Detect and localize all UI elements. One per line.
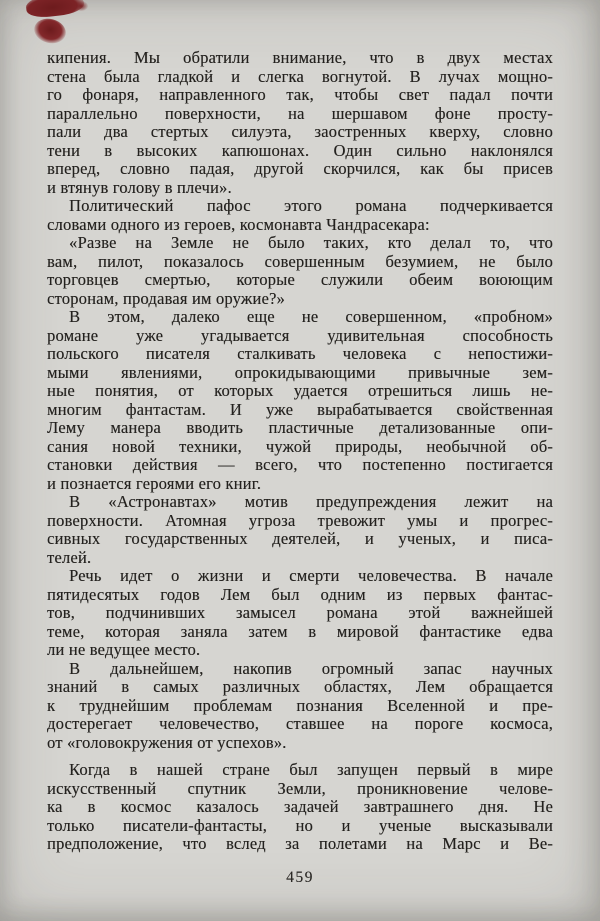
- text-line: В «Астронавтах» мотив предупреждения лежит на: [69, 492, 553, 511]
- text-line: Политический пафос этого романа подчеркивается: [69, 196, 553, 215]
- text-line: искусственный спутник Земли, проникновение челове-: [47, 778, 553, 798]
- text-line: стена была гладкой и слегка вогнутой. В лучах мощно-: [47, 66, 553, 86]
- text-line: вперед, словно падая, другой скорчился, как бы присев: [47, 159, 553, 178]
- text-line: только писатели-фантасты, но и ученые высказывали: [47, 815, 553, 835]
- text-line: ли не ведущее место.: [47, 640, 201, 659]
- text-line: вам, пилот, показалось совершенным безумием, не было: [47, 251, 553, 271]
- text-line: мыми явлениями, опрокидывающими привычные зем-: [47, 362, 553, 382]
- paragraph: [47, 197, 553, 234]
- text-line: В этом, далеко еще не совершенном, «пробном»: [69, 307, 553, 326]
- ink-stain: [32, 15, 69, 46]
- text-line: тени в высоких капюшонах. Один сильно наклонялся: [47, 140, 553, 160]
- text-line: В дальнейшем, накопив огромный запас научных: [69, 658, 553, 678]
- text-line: пали два стертых силуэта, заостренных кверху, словно: [47, 122, 553, 141]
- text-line: словами одного из героев, космонавта Чандрасекара:: [47, 214, 430, 234]
- page-text: [47, 49, 553, 854]
- text-line: поверхности. Атомная угроза тревожит умы и прогрес-: [47, 510, 553, 530]
- text-line: Лему манера вводить пластичные детализованные опи-: [47, 418, 553, 437]
- text-line: предположение, что вслед за полетами на Марс и Ве-: [47, 834, 553, 853]
- text-line: параллельно поверхности, на шершавом фоне просту-: [47, 103, 553, 123]
- text-line: го фонаря, направленного так, чтобы свет падал почти: [47, 85, 553, 104]
- text-line: кипения. Мы обратили внимание, что в двух местах: [47, 48, 553, 67]
- text-line: Когда в нашей стране был запущен первый в мире: [69, 760, 553, 779]
- text-line: к труднейшим проблемам познания Вселенной и пре-: [47, 695, 553, 715]
- paragraph: [47, 493, 553, 567]
- text-line: ка в космос казалось задачей завтрашнего дня. Не: [47, 797, 553, 816]
- text-line: ные понятия, от которых удается отрешиться лишь не-: [47, 381, 553, 400]
- text-line: романе уже угадывается удивительная способность: [47, 325, 553, 345]
- text-line: сания новой техники, чужой природы, необычной об-: [47, 436, 553, 456]
- text-line: теме, которая заняла затем в мировой фантастике едва: [47, 621, 553, 641]
- ink-stain: [74, 1, 88, 11]
- text-line: польского писателя сталкивать человека с непостижи-: [47, 344, 553, 363]
- text-line: становки действия — всего, что постепенно постигается: [47, 455, 553, 474]
- paragraph: [47, 308, 553, 493]
- text-line: достерегает человечество, ставшее на пороге космоса,: [47, 714, 553, 733]
- text-line: от «головокружения от успехов».: [47, 732, 287, 752]
- paragraph: [47, 761, 553, 854]
- text-line: и познается героями его книг.: [47, 473, 262, 493]
- text-line: тов, подчинивших замысел романа этой важнейшей: [47, 603, 553, 622]
- text-line: Речь идет о жизни и смерти человечества. В начале: [69, 566, 553, 585]
- text-line: сторонам, продавая им оружие?»: [47, 288, 285, 308]
- text-line: сивных государственных деятелей, и ученых, и писа-: [47, 529, 553, 548]
- text-line: торговцев смертью, которые служили обеим воюющим: [47, 270, 553, 289]
- paragraph: [47, 567, 553, 660]
- paragraph: [47, 49, 553, 197]
- text-line: и втянув голову в плечи».: [47, 177, 232, 197]
- text-line: пятидесятых годов Лем был одним из первых фантас-: [47, 584, 553, 604]
- page-number: 459: [286, 869, 314, 886]
- paragraph: [47, 234, 553, 308]
- paragraph: [47, 660, 553, 753]
- text-line: знаний в самых различных областях, Лем обращается: [47, 677, 553, 696]
- ink-stain: [25, 0, 85, 19]
- text-line: многим фантастам. И уже вырабатывается свойственная: [47, 399, 553, 419]
- text-line: телей.: [47, 547, 92, 567]
- text-line: «Разве на Земле не было таких, кто делал то, что: [69, 233, 553, 252]
